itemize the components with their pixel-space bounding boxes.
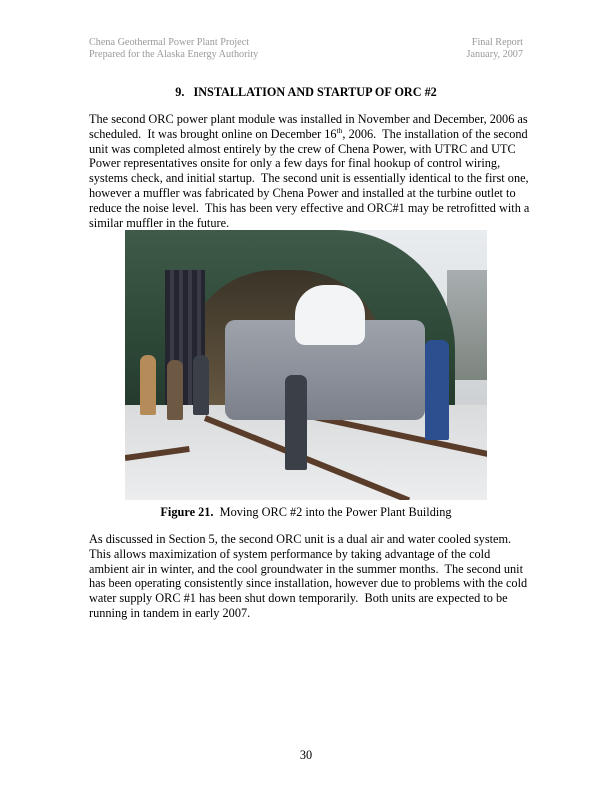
text-line: unit was completed almost entirely by the crew of Chena Power, with UTRC and UTC xyxy=(89,141,516,156)
figure-caption xyxy=(0,505,612,520)
text-line: has been operating consistently since installation, however due to problems with the cold xyxy=(89,576,528,591)
text-line: This allows maximization of system performance by taking advantage of the cold xyxy=(89,546,491,561)
photo-worker xyxy=(285,375,307,470)
text-line: systems check, and initial startup. The second unit is essentially identical to the first one, xyxy=(89,171,529,186)
text-line: Power representatives onsite for only a few days for final hookup of control wiring, xyxy=(89,156,501,171)
figure-label: Figure 21. xyxy=(160,505,214,519)
paragraph-installation xyxy=(89,112,529,230)
prepared-for: Prepared for the Alaska Energy Authority xyxy=(89,49,259,60)
report-type: Final Report xyxy=(471,37,523,48)
running-header-left xyxy=(89,37,258,61)
running-header-right xyxy=(467,37,524,61)
text-line: water supply ORC #1 has been shut down temporarily. Both units are expected to be xyxy=(89,591,508,606)
text-line: running in tandem in early 2007. xyxy=(89,605,251,620)
photo-worker xyxy=(193,355,209,415)
figure-caption-text: Moving ORC #2 into the Power Plant Building xyxy=(213,505,452,519)
text-line: As discussed in Section 5, the second ORC unit is a dual air and water cooled system. xyxy=(89,532,512,546)
text-line: ambient air in winter, and the cool groundwater in the summer months. The second unit xyxy=(89,561,524,576)
photo-worker xyxy=(425,340,449,440)
project-name: Chena Geothermal Power Plant Project xyxy=(89,37,250,48)
text-line: similar muffler in the future. xyxy=(89,215,230,230)
text-line xyxy=(89,127,529,142)
text-line: The second ORC power plant module was installed in November and December, 2006 as xyxy=(89,112,528,126)
photo-tarp xyxy=(295,285,365,345)
text-line: reduce the noise level. This has been very effective and ORC#1 may be retrofitted with a xyxy=(89,200,530,215)
page-number: 30 xyxy=(299,748,313,762)
superscript: th xyxy=(336,125,343,135)
figure-photo-orc-moving xyxy=(125,230,487,500)
text-line: however a muffler was fabricated by Chena Power and installed at the turbine outlet to xyxy=(89,185,516,200)
report-date: January, 2007 xyxy=(466,49,523,60)
paragraph-dual-cooling xyxy=(89,532,527,621)
photo-worker xyxy=(140,355,156,415)
photo-worker xyxy=(167,360,183,420)
section-title xyxy=(0,85,612,100)
section-title-text: 9. INSTALLATION AND STARTUP OF ORC #2 xyxy=(175,85,437,99)
text-span: , 2006. The installation of the second xyxy=(342,126,528,141)
text-span: scheduled. It was brought online on December 16 xyxy=(89,126,337,141)
